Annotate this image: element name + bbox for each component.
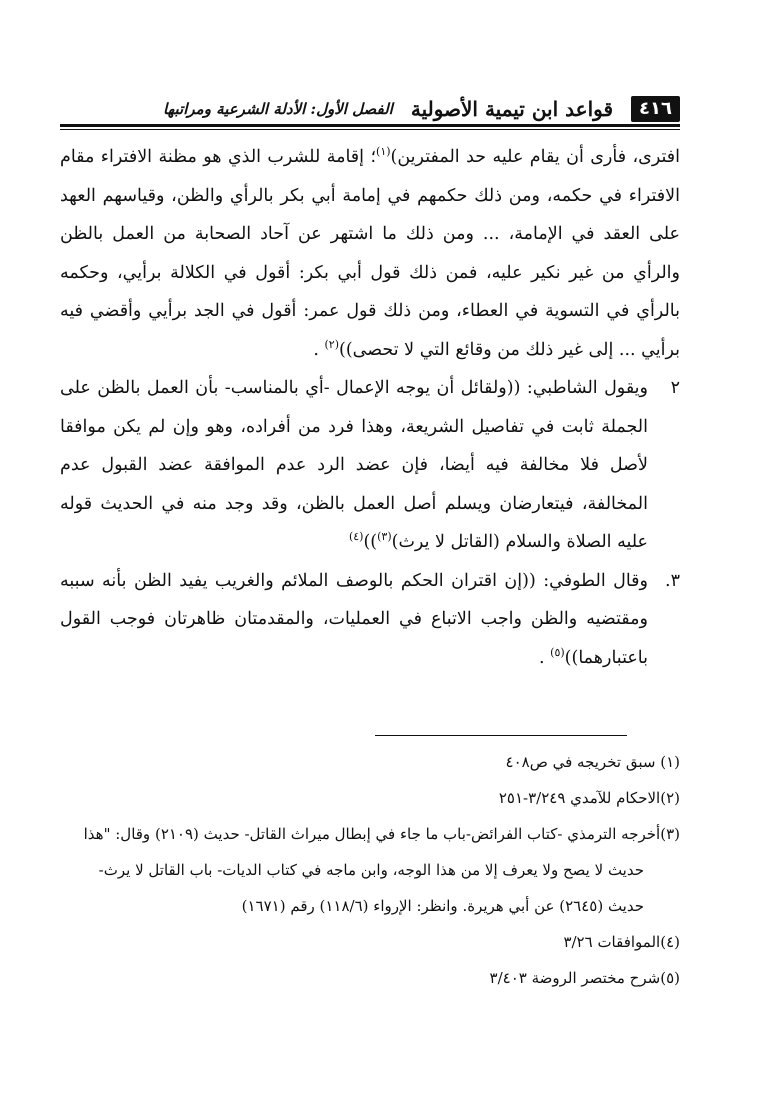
book-title: قواعد ابن تيمية الأصولية	[410, 97, 614, 121]
chapter-title: الفصل الأول: الأدلة الشرعية ومراتبها	[163, 100, 393, 118]
footnote: (٢)الاحكام للآمدي ٣/٢٤٩-٢٥١	[498, 789, 680, 807]
paragraph: افترى، فأرى أن يقام عليه حد المفترين)$^{(١)}$؛ إقامة للشرب الذي هو مظنة الافتراء مقام الافتراء في حكمه، ومن ذلك حكمهم في إمامة أبي بكر بالرأي والظن، وقياسهم العهد على العقد في الإمامة، ... ومن ذلك ما اشتهر عن آحاد الصحابة من العمل بالظن والرأي من غير نكير عليه، فمن ذلك قول أبي بكر: أقول في الكلالة برأيي، وحكمه بالرأي في التسوية في العطاء، ومن ذلك قول عمر: أقول في الجد برأيي وأقضي فيه برأيي ... إلى غير ذلك من وقائع التي لا تحصى))$^{(٢)}$ .	[60, 145, 680, 360]
footnote-continuation: حديث لا يصح ولا يعرف إلا من هذا الوجه، وابن ماجه في كتاب الديات- باب القاتل لا يرث-	[98, 861, 644, 879]
footnote: (١) سبق تخريجه في ص٤٠٨	[505, 753, 680, 771]
header-rule	[60, 124, 680, 127]
footnote-ref: (٢)	[324, 337, 339, 351]
footnote: (٤)الموافقات ٣/٢٦	[563, 933, 680, 951]
item-text: ويقول الشاطبي: ((ولقائل أن يوجه الإعمال -أي بالمناسب- بأن العمل بالظن على الجملة ثابت في تفاصيل الشريعة، وهذا فرد من أفراده، وهو وإن لم يكن موافقا لأصل فلا مخالفة فيه أيضا، فإن عضد الرد عدم الموافقة عضد القبول عدم المخالفة، فيتعارضان ويسلم أصل العمل بالظن، وقد وجد منه في الحديث قوله عليه الصلاة والسلام (القاتل لا يرث)$^{(٣)}$))$^{(٤)}$	[60, 378, 648, 552]
numbered-item	[60, 369, 680, 562]
footnote: (٥)شرح مختصر الروضة ٣/٤٠٣	[489, 969, 680, 987]
footnote-separator	[375, 735, 627, 736]
numbered-item	[60, 562, 680, 678]
footnote-ref: (٥)	[550, 645, 565, 659]
item-number: ٣.	[665, 570, 680, 591]
header-rule-thin	[60, 129, 680, 130]
item-number: ٢	[670, 378, 680, 398]
footnote-ref: (٤)	[348, 530, 364, 544]
footnote-ref: (١)	[376, 145, 391, 159]
item-text: وقال الطوفي: ((إن اقتران الحكم بالوصف الملائم والغريب يفيد الظن بأنه سببه ومقتضيه والظن واجب الاتباع في العمليات، والمقدمتان ظاهرتان فوجب القول باعتبارهما))$^{(٥)}$ .	[60, 570, 648, 668]
main-text	[60, 138, 680, 677]
footnote-continuation: حديث (٢٦٤٥) عن أبي هريرة. وانظر: الإرواء (١١٨/٦) رقم (١٦٧١)	[241, 897, 644, 915]
footnote: (٣)أخرجه الترمذي -كتاب الفرائض-باب ما جاء في إبطال ميراث القاتل- حديث (٢١٠٩) وقال: "هذا	[83, 825, 680, 843]
footnotes	[60, 744, 680, 996]
page-number: ٤١٦	[631, 96, 680, 122]
footnote-ref: (٣)	[377, 530, 392, 544]
running-header	[60, 94, 680, 122]
